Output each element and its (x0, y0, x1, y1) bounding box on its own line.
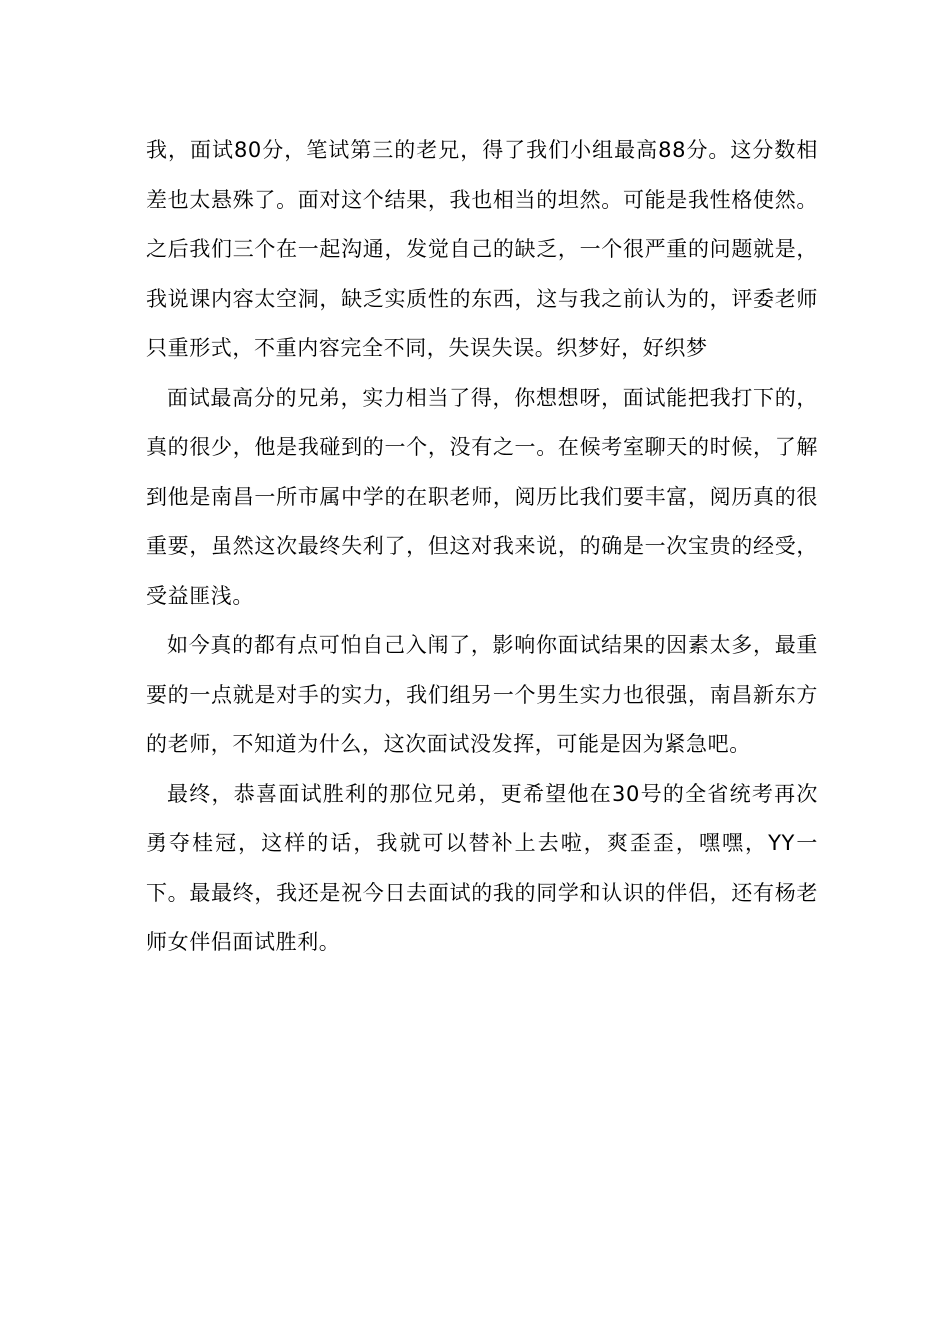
paragraph-4: 最终，恭喜面试胜利的那位兄弟，更希望他在30号的全省统考再次勇夺桂冠，这样的话，我就可以替补上去啦，爽歪歪，嘿嘿，YY一下。最最终，我还是祝今日去面试的我的同学和认识的伴侣，还有杨老师女伴侣面试胜利。 (146, 781, 818, 954)
paragraph-2: 面试最高分的兄弟，实力相当了得，你想想呀，面试能把我打下的，真的很少，他是我碰到的一个，没有之一。在候考室聊天的时候，了解到他是南昌一所市属中学的在职老师，阅历比我们要丰富，阅历真的很重要，虽然这次最终失利了，但这对我来说，的确是一次宝贵的经受，受益匪浅。 (146, 385, 818, 608)
paragraph-1: 我，面试80分，笔试第三的老兄，得了我们小组最高88分。这分数相差也太悬殊了。面对这个结果，我也相当的坦然。可能是我性格使然。之后我们三个在一起沟通，发觉自己的缺乏，一个很严重的问题就是，我说课内容太空洞，缺乏实质性的东西，这与我之前认为的，评委老师只重形式，不重内容完全不同，失误失误。织梦好，好织梦 (146, 138, 818, 360)
document-body (146, 126, 818, 968)
paragraph-3: 如今真的都有点可怕自己入闱了，影响你面试结果的因素太多，最重要的一点就是对手的实力，我们组另一个男生实力也很强，南昌新东方的老师，不知道为什么，这次面试没发挥，可能是因为紧急吧。 (146, 633, 818, 756)
